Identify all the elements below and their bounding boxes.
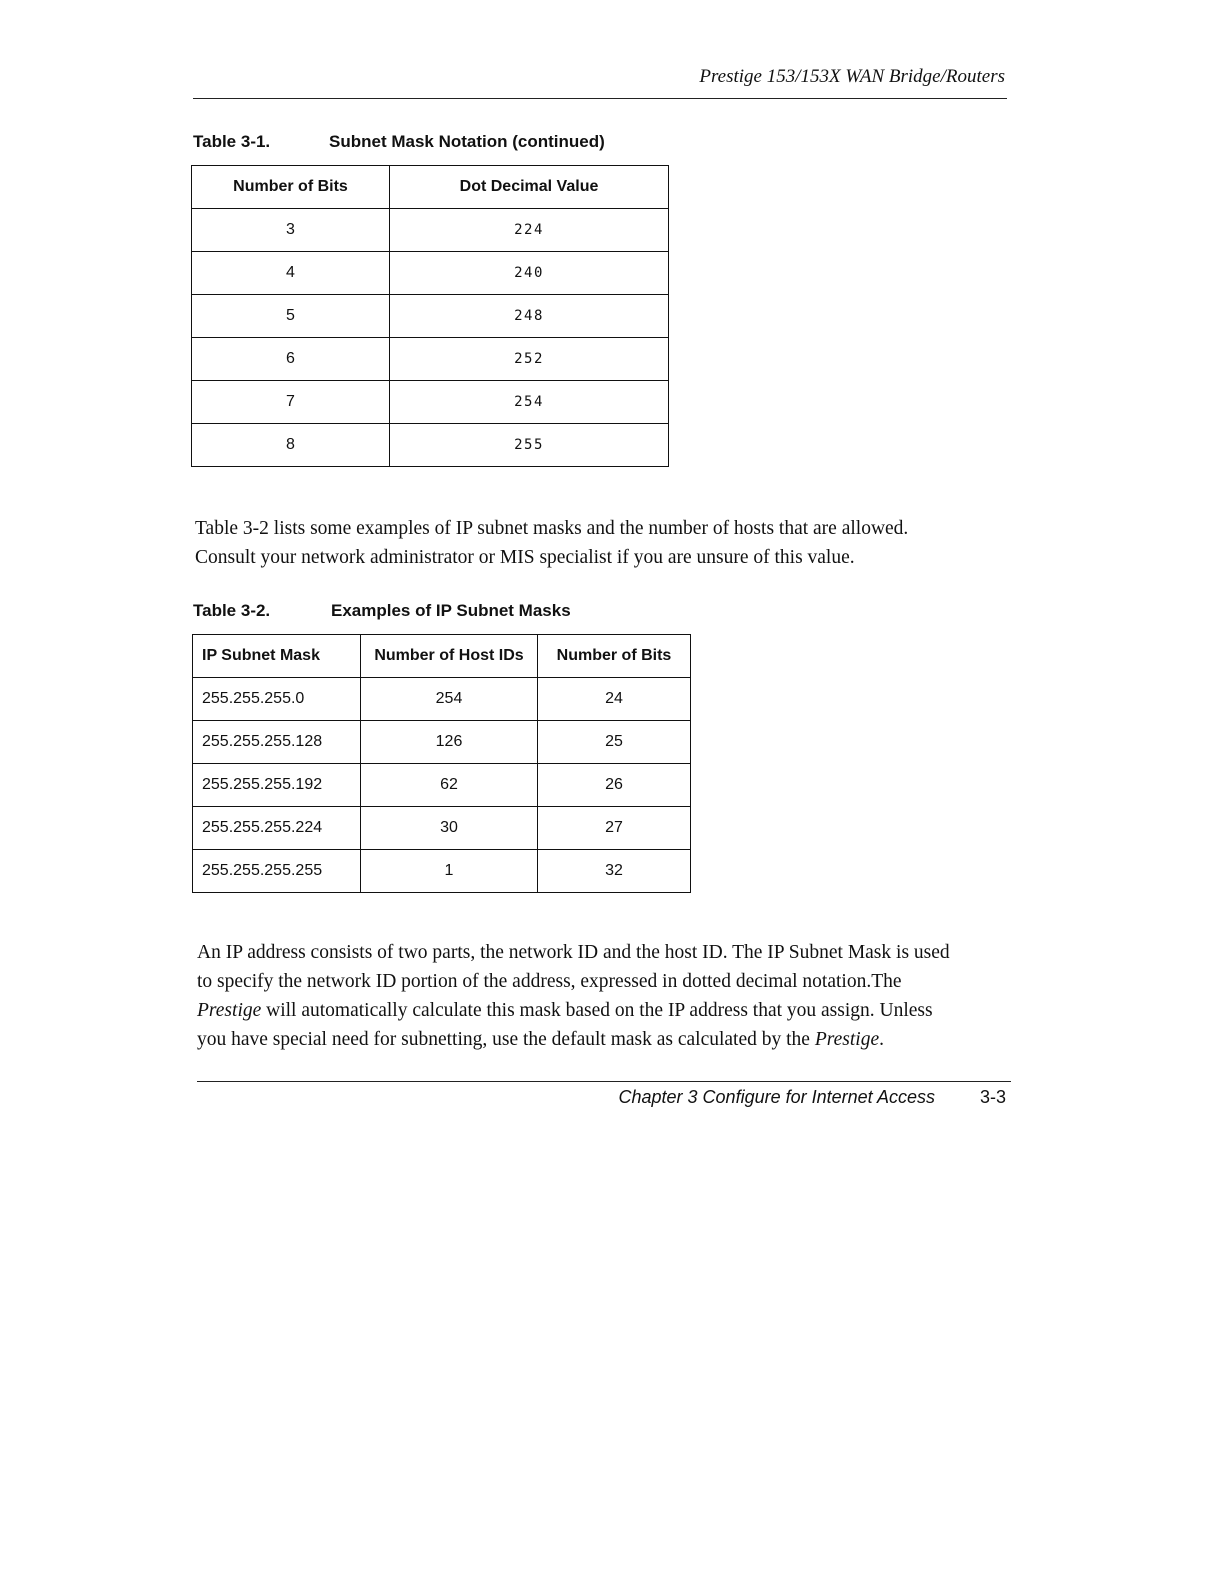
body-paragraph (197, 938, 1007, 1054)
table-row (192, 209, 669, 252)
body-line-1: An IP address consists of two parts, the network ID and the host ID. The IP Subnet Mask is used (197, 942, 950, 963)
table2-cell-hosts: 30 (361, 807, 538, 850)
ip-subnet-masks-table (192, 634, 691, 893)
table2-cell-mask: 255.255.255.0 (193, 678, 361, 721)
table2-caption (193, 601, 693, 623)
table-row (192, 424, 669, 467)
table2-cell-hosts: 254 (361, 678, 538, 721)
table2-number: Table 3-2. (193, 601, 271, 620)
table1-cell-decimal: 224 (390, 209, 669, 252)
table2-title: Examples of IP Subnet Masks (331, 601, 571, 620)
table2-cell-bits: 25 (538, 721, 691, 764)
body-line-4-end: . (879, 1029, 884, 1050)
table1-header-bits: Number of Bits (192, 166, 390, 209)
table2-cell-bits: 27 (538, 807, 691, 850)
table2-cell-bits: 26 (538, 764, 691, 807)
table1-caption (193, 132, 693, 154)
footer-rule (197, 1081, 1011, 1082)
table-row (192, 338, 669, 381)
table1-cell-decimal: 240 (390, 252, 669, 295)
table2-cell-hosts: 62 (361, 764, 538, 807)
table1-cell-bits: 5 (192, 295, 390, 338)
body-line-3: will automatically calculate this mask based on the IP address that you assign. Unless (261, 1000, 933, 1021)
table2-cell-mask: 255.255.255.224 (193, 807, 361, 850)
table2-cell-mask: 255.255.255.255 (193, 850, 361, 893)
table2-cell-bits: 24 (538, 678, 691, 721)
table1-number: Table 3-1. (193, 132, 271, 151)
intro-paragraph (195, 514, 995, 572)
table2-cell-mask: 255.255.255.192 (193, 764, 361, 807)
table1-cell-bits: 7 (192, 381, 390, 424)
table2-header-hosts: Number of Host IDs (361, 635, 538, 678)
table1-header-decimal: Dot Decimal Value (390, 166, 669, 209)
table2-cell-hosts: 126 (361, 721, 538, 764)
header-rule (193, 98, 1007, 99)
body-line-2: to specify the network ID portion of the address, expressed in dotted decimal notation.The (197, 971, 902, 992)
table-row (192, 252, 669, 295)
table-row (193, 807, 691, 850)
table1-cell-bits: 8 (192, 424, 390, 467)
table2-header-mask: IP Subnet Mask (193, 635, 361, 678)
table2-header-bits: Number of Bits (538, 635, 691, 678)
table-row (193, 721, 691, 764)
table1-cell-decimal: 254 (390, 381, 669, 424)
table-row (192, 295, 669, 338)
body-line-4: you have special need for subnetting, use the default mask as calculated by the (197, 1029, 815, 1050)
table1-cell-bits: 3 (192, 209, 390, 252)
table1-cell-decimal: 252 (390, 338, 669, 381)
table1-cell-bits: 6 (192, 338, 390, 381)
footer-chapter-title: Chapter 3 Configure for Internet Access (618, 1087, 935, 1107)
table1-cell-bits: 4 (192, 252, 390, 295)
subnet-mask-notation-table (191, 165, 669, 467)
table2-cell-hosts: 1 (361, 850, 538, 893)
product-name-emphasis: Prestige (814, 1029, 880, 1050)
table-row (192, 381, 669, 424)
table2-cell-bits: 32 (538, 850, 691, 893)
table-row (193, 764, 691, 807)
footer-page-number: 3-3 (980, 1087, 1007, 1107)
intro-line-1: Table 3-2 lists some examples of IP subnet masks and the number of hosts that are allowed. (195, 518, 909, 539)
table-row (193, 678, 691, 721)
table-row (193, 850, 691, 893)
running-header-title: Prestige 153/153X WAN Bridge/Routers (699, 66, 1005, 87)
table2-cell-mask: 255.255.255.128 (193, 721, 361, 764)
table1-cell-decimal: 255 (390, 424, 669, 467)
table1-title: Subnet Mask Notation (continued) (329, 132, 605, 151)
intro-line-2: Consult your network administrator or MIS specialist if you are unsure of this value. (195, 547, 855, 568)
product-name-emphasis: Prestige (197, 1000, 262, 1021)
table1-cell-decimal: 248 (390, 295, 669, 338)
